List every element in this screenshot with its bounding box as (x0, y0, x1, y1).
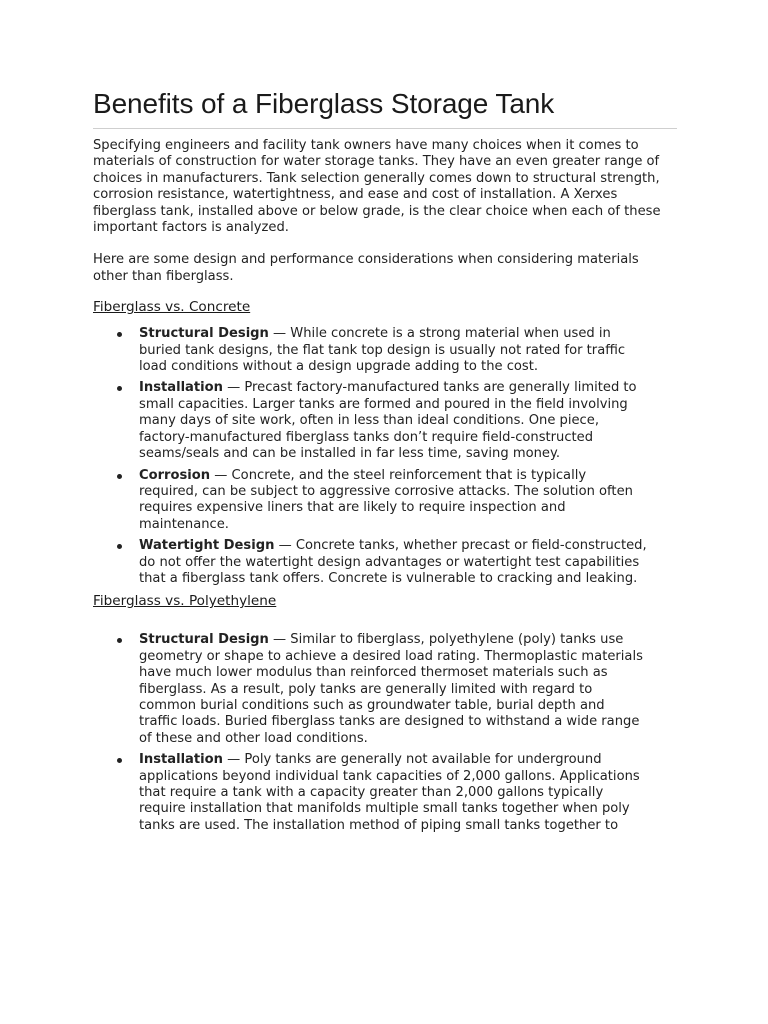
bullet-icon (117, 474, 122, 479)
list-item (93, 752, 677, 834)
item-text: — While concrete is a strong material when used in buried tank designs, the flat tank top design is usually not rated for traffic load conditions without a design upgrade adding to the cost. (139, 326, 626, 375)
list-item (93, 632, 677, 747)
list-item (93, 538, 677, 587)
section-heading-polyethylene: Fiberglass vs. Polyethylene (93, 593, 277, 610)
bullet-icon (117, 544, 122, 549)
item-term: Corrosion (139, 467, 211, 483)
item-term: Structural Design (139, 632, 269, 648)
document-page (93, 84, 677, 839)
list-item (93, 326, 677, 375)
item-term: Watertight Design (139, 538, 275, 554)
item-text: — Precast factory-manufactured tanks are generally limited to small capacities. Larger tanks are formed and poured in the field involving many days of site work, often in less than ideal conditions. One piece, factory-manufactured fiberglass tanks don’t require field-constructed seams/seals and can be installed in far less time, saving money. (139, 380, 637, 462)
list-item (93, 380, 677, 462)
bullet-icon (117, 758, 122, 763)
item-text: — Similar to fiberglass, polyethylene (poly) tanks use geometry or shape to achieve a desired load rating. Thermoplastic materials have much lower modulus than reinforced thermoset materials such as fiberglass. As a result, poly tanks are generally limited with regard to common burial conditions such as groundwater table, burial depth and traffic loads. Buried fiberglass tanks are designed to withstand a wide range of these and other load conditions. (139, 632, 643, 746)
intro-paragraph: Specifying engineers and facility tank owners have many choices when it comes to materials of construction for water storage tanks. They have an even greater range of choices in manufacturers. Tank selection generally comes down to structural strength, corrosion resistance, watertightness, and ease and cost of installation. A Xerxes fiberglass tank, installed above or below grade, is the clear choice when each of these important factors is analyzed. (93, 138, 661, 236)
item-term: Installation (139, 752, 223, 768)
bullet-icon (117, 332, 122, 337)
item-text: — Concrete tanks, whether precast or field-constructed, do not offer the watertight design advantages or watertight test capabilities that a fiberglass tank offers. Concrete is vulnerable to cracking and leaking. (139, 538, 647, 586)
item-text: — Poly tanks are generally not available for underground applications beyond individual tank capacities of 2,000 gallons. Applications that require a tank with a capacity greater than 2,000 gallons typically require installation that manifolds multiple small tanks together when poly tanks are used. The installation method of piping small tanks together to (139, 752, 640, 833)
item-text: — Concrete, and the steel reinforcement that is typically required, can be subject to aggressive corrosive attacks. The solution often requires expensive liners that are likely to require inspection and maintenance. (139, 467, 633, 532)
item-term: Installation (139, 380, 223, 396)
list-item (93, 468, 677, 534)
section-heading-concrete: Fiberglass vs. Concrete (93, 299, 251, 316)
concrete-list (93, 326, 677, 587)
polyethylene-list (93, 632, 677, 834)
bullet-icon (117, 638, 122, 643)
considerations-paragraph: Here are some design and performance considerations when considering materials other than fiberglass. (93, 252, 639, 284)
page-title: Benefits of a Fiberglass Storage Tank (93, 84, 677, 129)
item-term: Structural Design (139, 326, 269, 342)
bullet-icon (117, 386, 122, 391)
